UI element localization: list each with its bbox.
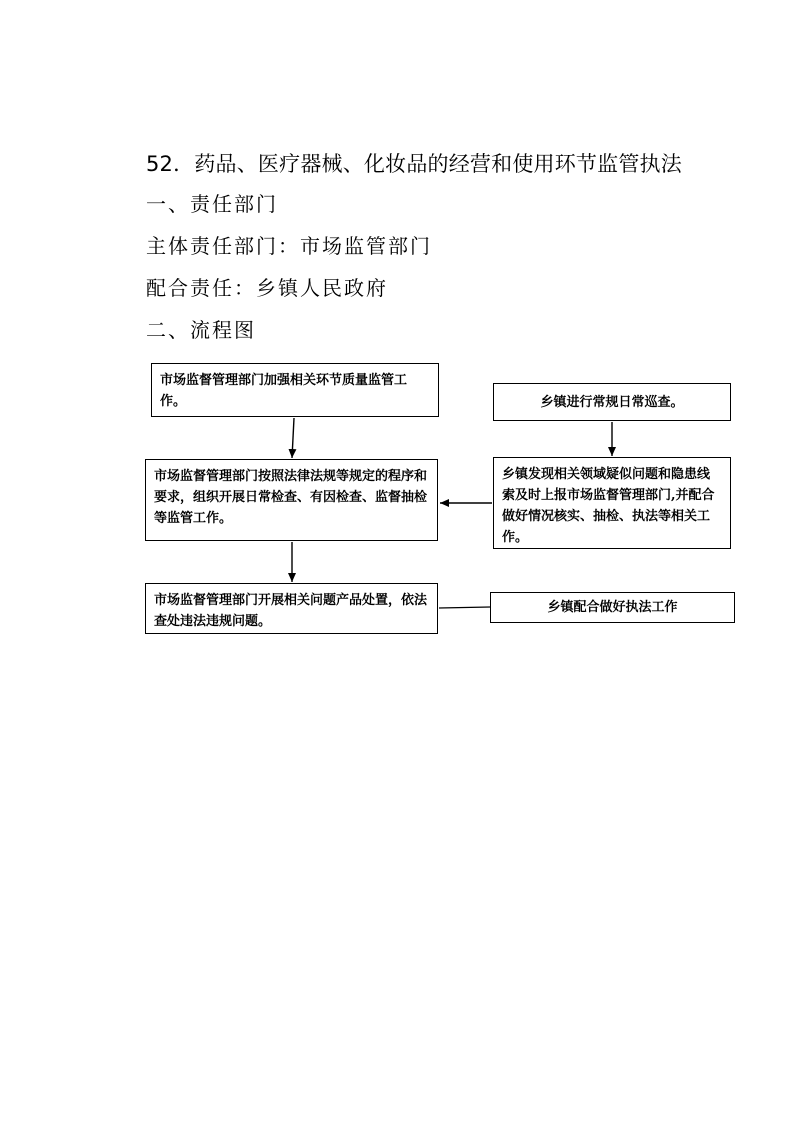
connector-e-to-f: [439, 607, 490, 608]
main-responsibility-line: 主体责任部门：市场监管部门: [146, 234, 432, 258]
flow-box-town-report-issues: 乡镇发现相关领域疑似问题和隐患线索及时上报市场监督管理部门,并配合做好情况核实、抽检、执法等相关工作。: [493, 457, 731, 549]
section-heading-flowchart: 二、流程图: [146, 318, 256, 342]
flow-box-town-assist-enforcement-text: 乡镇配合做好执法工作: [547, 600, 678, 615]
arrow-a-to-c: [292, 418, 294, 458]
flow-box-handle-products: 市场监督管理部门开展相关问题产品处置，依法查处违法违规问题。: [145, 583, 438, 634]
section-heading-responsibility: 一、责任部门: [146, 192, 278, 216]
flow-box-organize-inspections: 市场监督管理部门按照法律法规等规定的程序和要求，组织开展日常检查、有因检查、监督抽检等监管工作。: [145, 459, 438, 541]
flow-box-strengthen-supervision: 市场监督管理部门加强相关环节质量监管工作。: [151, 363, 439, 417]
cooperating-responsibility-line: 配合责任：乡镇人民政府: [146, 276, 388, 300]
flow-box-town-assist-enforcement: [490, 592, 735, 623]
flow-box-town-routine-patrol-text: 乡镇进行常规日常巡查。: [540, 394, 684, 410]
document-title: 52．药品、医疗器械、化妆品的经营和使用环节监管执法: [146, 152, 682, 176]
flow-box-town-routine-patrol: [493, 383, 731, 421]
